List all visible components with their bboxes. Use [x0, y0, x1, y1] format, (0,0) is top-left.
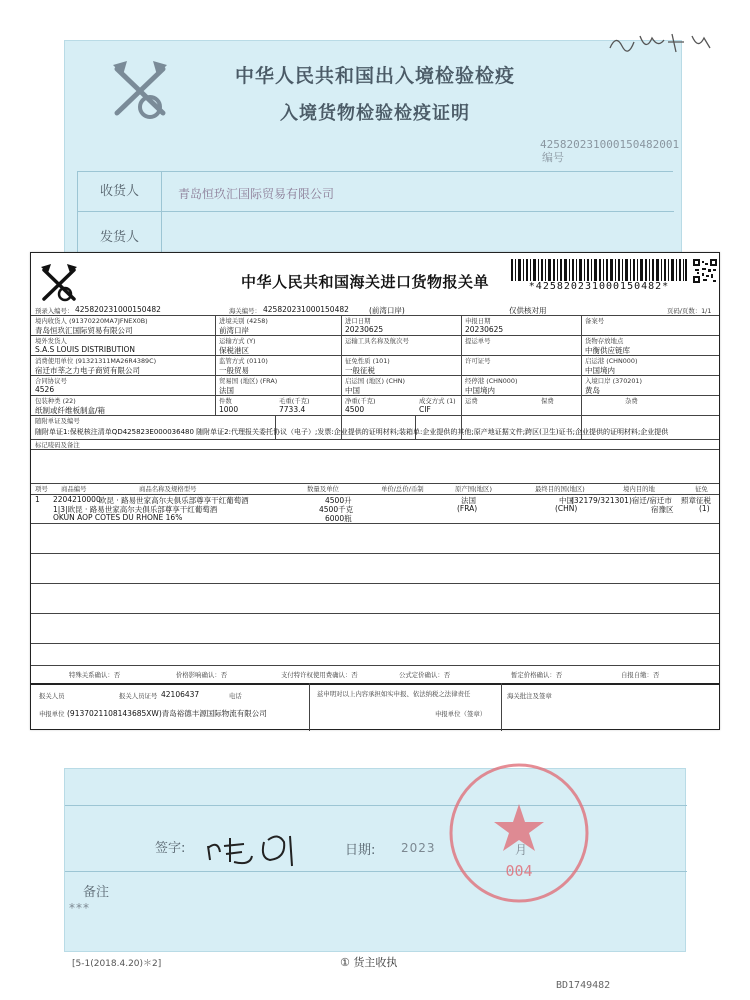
certificate-title: 入境货物检验检疫证明: [280, 103, 470, 124]
grid-line: [31, 439, 719, 440]
misc-fee-label: 杂费: [625, 397, 638, 405]
storage-label: 货物存放地点: [585, 337, 624, 345]
consignee-label: 境内收货人 (91370220MA7JFNEX0B): [35, 317, 148, 325]
consignee-label: 收货人: [78, 172, 162, 211]
grid-line: [31, 483, 719, 484]
item-origin: 法国: [461, 496, 476, 505]
grid-line: [31, 523, 719, 524]
grid-line: [31, 665, 719, 666]
import-date-value: 20230625: [345, 325, 384, 334]
grid-line: [215, 315, 216, 415]
foreign-shipper-label: 境外发货人: [35, 337, 67, 345]
vessel-label: 运输工具名称及航次号: [345, 337, 409, 345]
declare-date-label: 申报日期: [465, 317, 491, 325]
date-label: 日期:: [345, 843, 376, 858]
entry-office-value: 前湾口岸: [219, 326, 249, 335]
declare-unit-value: (9137021108143685XW)青岛裕德丰源国际物流有限公司: [67, 709, 267, 718]
item-quantity-liters: 4500升: [325, 496, 352, 505]
contract-value: 4526: [35, 385, 55, 394]
provisional-price-confirm: 暂定价格确认：否: [511, 671, 563, 679]
declare-unit-label: 申报单位: [39, 710, 65, 718]
deal-mode-value: CIF: [419, 405, 431, 414]
entry-place-value: 黄岛: [585, 386, 600, 395]
pre-entry-label: 预录入编号：: [35, 307, 74, 315]
item-number: 1: [35, 495, 40, 504]
grid-line: [31, 683, 719, 685]
declarant-label: 报关人员: [39, 692, 65, 700]
consumer-value: 宿迁市莘之力电子商贸有限公司: [35, 366, 140, 375]
entry-office-label: 进境关别 (4258): [219, 317, 268, 325]
phone-label: 电话: [229, 692, 242, 700]
certificate-grid: [77, 171, 673, 263]
inspection-certificate-top: [64, 40, 682, 262]
pieces-value: 1000: [219, 405, 239, 414]
trade-country-label: 贸易国 (地区) (FRA): [219, 377, 278, 385]
item-hs-code: 2204210000: [53, 495, 101, 504]
price-effect-confirm: 价格影响确认：否: [176, 671, 228, 679]
grid-line: [31, 449, 719, 450]
remark-label: 备注: [83, 885, 110, 900]
supervision-value: 一般贸易: [219, 366, 249, 375]
col-header-goods-name: 商品名称及规格型号: [139, 485, 197, 493]
departure-port-label: 启运港 (CHN000): [585, 357, 638, 365]
item-levy: 照章征税: [681, 496, 711, 505]
col-header-hs-code: 商品编号: [61, 485, 87, 493]
bill-label: 提运单号: [465, 337, 491, 345]
formula-pricing-confirm: 公式定价确认：否: [399, 671, 451, 679]
marks-label: 标记唛码及备注: [35, 441, 80, 449]
deal-mode-label: 成交方式 (1): [419, 397, 456, 405]
barcode: [511, 259, 687, 281]
supervision-label: 监管方式 (0110): [219, 357, 268, 365]
item-domestic-dest: (32179/321301)宿迁/宿迁市: [571, 496, 672, 505]
grid-line: [31, 553, 719, 554]
declaration-title: 中华人民共和国海关进口货物报关单: [241, 273, 490, 291]
declare-date-value: 20230625: [465, 325, 504, 334]
freight-label: 运费: [465, 397, 478, 405]
remark-stars: ***: [69, 901, 90, 915]
customs-emblem-icon: [105, 55, 175, 125]
serial-number: BD1749482: [556, 980, 611, 991]
col-header-levy: 征免: [695, 485, 708, 493]
departure-port-value: 中国境内: [585, 366, 615, 375]
storage-value: 中衡供应链库: [585, 346, 630, 355]
declaration-statement: 兹申明对以上内容承担如实申报、依法纳税之法律责任: [317, 690, 471, 698]
col-header-destination: 最终目的国(地区): [535, 485, 585, 493]
grid-line: [31, 415, 719, 416]
grid-line: [31, 583, 719, 584]
record-no-label: 备案号: [585, 317, 605, 325]
date-year: 2023: [401, 841, 436, 855]
package-value: 纸制或纤维板制盒/箱: [35, 406, 106, 415]
foreign-shipper-value: S.A.S LOUIS DISTRIBUTION: [35, 345, 136, 354]
docs-value: 随附单证1:保税核注清单QD425823E000036480 随附单证2:代理报关委托协议（电子）;发票:企业提供的证明材料;装箱单:企业提供的其他;原产地证据文件;跨区(卫生)证书;企业提供的证明材料;企业提供: [35, 428, 669, 436]
grid-line: [309, 683, 310, 731]
item-spec: 1|3|欧昆 · 路易世家高尔夫俱乐部尊享干红葡萄酒: [53, 505, 218, 514]
consignor-label: 发货人: [78, 212, 162, 264]
item-quantity-kg: 4500千克: [319, 505, 354, 514]
item-destination: 中国: [559, 496, 574, 505]
col-header-price: 单价/总价/币制: [381, 485, 424, 493]
customs-emblem-icon: [37, 261, 81, 305]
transport-mode-label: 运输方式 (Y): [219, 337, 256, 345]
col-header-quantity: 数量及单位: [307, 485, 339, 493]
col-header-origin: 原产国(地区): [455, 485, 492, 493]
item-destination-code: (CHN): [555, 504, 578, 513]
item-spec-english: OKUN AOP COTES DU RHONE 16%: [53, 513, 183, 522]
form-code: [5-1(2018.4.20)＊2]: [72, 959, 162, 969]
grid-line: [31, 643, 719, 644]
trade-country-value: 法国: [219, 386, 234, 395]
net-weight-value: 4500: [345, 405, 365, 414]
for-verify-note: 仅供核对用: [509, 306, 547, 315]
package-label: 包装种类 (22): [35, 397, 76, 405]
consignee-value: 青岛恒玖汇国际贸易有限公司: [35, 326, 133, 335]
handwritten-note: [606, 28, 716, 58]
grid-line: [341, 315, 342, 439]
consignee-value: 青岛恒玖汇国际贸易有限公司: [178, 187, 335, 201]
insurance-label: 保费: [541, 397, 554, 405]
contract-label: 合同协议号: [35, 377, 67, 385]
sign-label: 签字:: [155, 841, 186, 856]
customs-remark-label: 海关批注及签章: [507, 692, 552, 700]
levy-nature-label: 征免性质 (101): [345, 357, 390, 365]
origin-country-value: 中国: [345, 386, 360, 395]
customs-declaration-form: [30, 252, 720, 730]
transit-port-label: 经停港 (CHN000): [465, 377, 518, 385]
copy-holder: ① 货主收执: [340, 956, 398, 969]
levy-nature-value: 一般征税: [345, 366, 375, 375]
transit-port-value: 中国境内: [465, 386, 495, 395]
license-label: 许可证号: [465, 357, 491, 365]
official-seal: [444, 758, 594, 908]
gross-weight-value: 7733.4: [279, 405, 306, 414]
qr-code-icon: [693, 259, 717, 283]
origin-country-label: 启运国 (地区) (CHN): [345, 377, 406, 385]
grid-line: [31, 613, 719, 614]
item-origin-code: (FRA): [457, 504, 478, 513]
item-quantity-bottles: 6000瓶: [325, 514, 352, 523]
royalty-confirm: 支付特许权使用费确认：否: [281, 671, 358, 679]
page-count: 页码/页数：1/1: [667, 307, 712, 315]
col-header-item-no: 项号: [35, 485, 48, 493]
declarant-cert-label: 报关人员证号: [119, 692, 158, 700]
pieces-label: 件数: [219, 397, 232, 405]
grid-line: [501, 683, 502, 731]
grid-line: [581, 315, 582, 439]
net-weight-label: 净重(千克): [345, 397, 376, 405]
transport-mode-value: 保税港区: [219, 346, 249, 355]
declare-unit-stamp-label: 申报单位（签章）: [435, 710, 487, 718]
consumer-label: 消费使用单位 (91321311MA26R4389C): [35, 357, 157, 365]
col-header-domestic-dest: 境内目的地: [623, 485, 655, 493]
item-name: 欧昆 · 路易世家高尔夫俱乐部尊享干红葡萄酒: [99, 496, 249, 505]
certificate-authority-title: 中华人民共和国出入境检验检疫: [235, 65, 516, 87]
certificate-number: 425820231000150482001: [540, 138, 680, 151]
grid-line: [461, 315, 462, 439]
certificate-number-label: 编号: [542, 151, 564, 164]
stamp-code: 004: [505, 862, 533, 880]
barcode-number: *425820231000150482*: [528, 281, 670, 292]
self-declare-confirm: 自报自缴：否: [621, 671, 660, 679]
customs-number: 425820231000150482: [263, 305, 349, 314]
special-relation-confirm: 特殊关系确认：否: [69, 671, 121, 679]
header-port: (前湾口岸): [369, 306, 405, 315]
gross-weight-label: 毛重(千克): [279, 397, 310, 405]
import-date-label: 进口日期: [345, 317, 371, 325]
item-domestic-district: 宿豫区: [651, 505, 674, 514]
signature: [200, 822, 320, 870]
entry-place-label: 入境口岸 (370201): [585, 377, 642, 385]
docs-label: 随附单证及编号: [35, 417, 80, 425]
customs-no-label: 海关编号：: [229, 307, 261, 315]
declarant-cert-value: 42106437: [161, 690, 200, 699]
pre-entry-number: 425820231000150482: [75, 305, 161, 314]
item-levy-code: (1): [699, 504, 710, 513]
consignee-row: [78, 172, 674, 212]
date-month: 月: [515, 843, 528, 857]
